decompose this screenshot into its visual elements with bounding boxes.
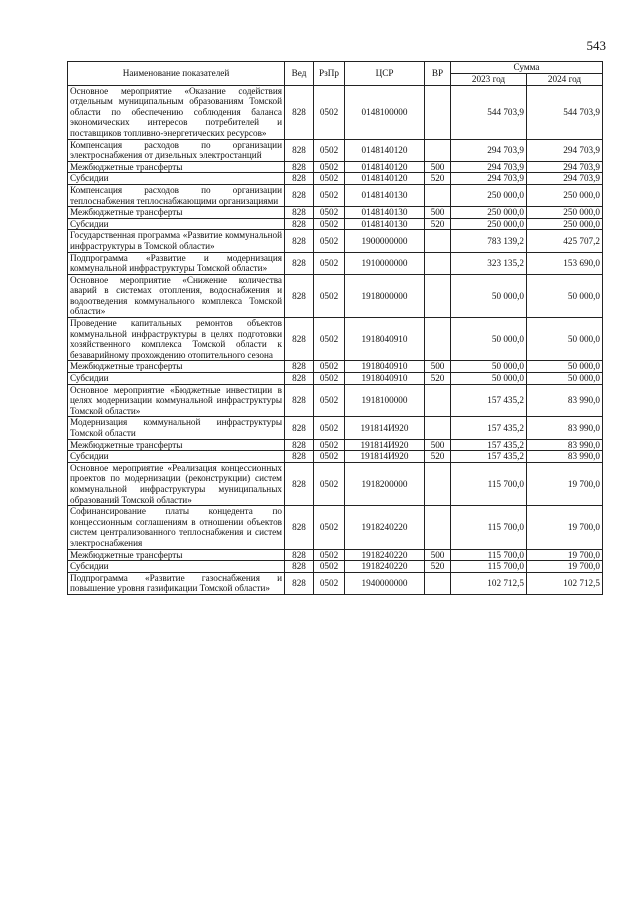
header-2024: 2024 год — [527, 73, 603, 85]
row-rzpr-cell: 0502 — [314, 161, 345, 173]
row-2023-cell: 157 435,2 — [451, 384, 527, 417]
row-rzpr-cell: 0502 — [314, 572, 345, 594]
row-rzpr-cell: 0502 — [314, 274, 345, 317]
table-row — [68, 572, 603, 594]
row-name-cell: Софинансирование платы концедента по концессионным соглашениям в отношении объектов систем централизованного теплоснабжения и систем электроснабжения — [68, 506, 285, 549]
row-ved-cell: 828 — [285, 384, 314, 417]
row-csr-cell: 1918240220 — [345, 506, 425, 549]
row-vr-cell: 520 — [425, 173, 451, 185]
row-rzpr-cell: 0502 — [314, 462, 345, 505]
row-2024-cell: 83 990,0 — [527, 439, 603, 451]
table-row — [68, 506, 603, 549]
row-rzpr-cell: 0502 — [314, 451, 345, 463]
row-name-cell: Основное мероприятие «Реализация концессионных проектов по модернизации (реконструкции) систем коммунальной инфраструктуры муниципальных образований Томской области» — [68, 462, 285, 505]
header-ved: Вед — [285, 62, 314, 86]
row-vr-cell — [425, 417, 451, 439]
row-ved-cell: 828 — [285, 218, 314, 230]
row-2024-cell: 19 700,0 — [527, 506, 603, 549]
row-2023-cell: 294 703,9 — [451, 139, 527, 161]
row-csr-cell: 0148140120 — [345, 139, 425, 161]
table-row — [68, 252, 603, 274]
row-rzpr-cell: 0502 — [314, 207, 345, 219]
row-2024-cell: 19 700,0 — [527, 549, 603, 561]
row-vr-cell — [425, 274, 451, 317]
table-body — [68, 85, 603, 594]
row-2024-cell: 294 703,9 — [527, 139, 603, 161]
row-2023-cell: 115 700,0 — [451, 462, 527, 505]
row-ved-cell: 828 — [285, 230, 314, 252]
table-row — [68, 361, 603, 373]
row-ved-cell: 828 — [285, 506, 314, 549]
table-row — [68, 184, 603, 206]
row-ved-cell: 828 — [285, 274, 314, 317]
row-csr-cell: 0148140130 — [345, 184, 425, 206]
row-2023-cell: 115 700,0 — [451, 506, 527, 549]
header-2023: 2023 год — [451, 73, 527, 85]
row-2024-cell: 250 000,0 — [527, 207, 603, 219]
row-csr-cell: 1918240220 — [345, 561, 425, 573]
row-ved-cell: 828 — [285, 318, 314, 361]
row-vr-cell — [425, 139, 451, 161]
row-rzpr-cell: 0502 — [314, 439, 345, 451]
table-row — [68, 161, 603, 173]
row-name-cell: Компенсация расходов по организации электроснабжения от дизельных электростанций — [68, 139, 285, 161]
row-name-cell: Межбюджетные трансферты — [68, 549, 285, 561]
row-name-cell: Модернизация коммунальной инфраструктуры Томской области — [68, 417, 285, 439]
row-ved-cell: 828 — [285, 451, 314, 463]
row-csr-cell: 0148140130 — [345, 207, 425, 219]
row-name-cell: Компенсация расходов по организации теплоснабжения теплоснабжающими организациями — [68, 184, 285, 206]
row-2024-cell: 19 700,0 — [527, 561, 603, 573]
header-row — [68, 62, 603, 74]
row-rzpr-cell: 0502 — [314, 184, 345, 206]
row-vr-cell — [425, 252, 451, 274]
table-row — [68, 451, 603, 463]
row-name-cell: Межбюджетные трансферты — [68, 361, 285, 373]
row-rzpr-cell: 0502 — [314, 506, 345, 549]
row-2023-cell: 115 700,0 — [451, 549, 527, 561]
row-csr-cell: 191814И920 — [345, 417, 425, 439]
row-2024-cell: 294 703,9 — [527, 173, 603, 185]
row-name-cell: Подпрограмма «Развитие газоснабжения и повышение уровня газификации Томской области» — [68, 572, 285, 594]
row-vr-cell: 500 — [425, 439, 451, 451]
row-rzpr-cell: 0502 — [314, 230, 345, 252]
row-csr-cell: 1918040910 — [345, 373, 425, 385]
row-vr-cell — [425, 384, 451, 417]
row-csr-cell: 0148140120 — [345, 161, 425, 173]
table-row — [68, 462, 603, 505]
row-rzpr-cell: 0502 — [314, 561, 345, 573]
row-name-cell: Субсидии — [68, 373, 285, 385]
page-number: 543 — [586, 38, 606, 53]
row-2024-cell: 153 690,0 — [527, 252, 603, 274]
row-rzpr-cell: 0502 — [314, 318, 345, 361]
row-vr-cell — [425, 572, 451, 594]
table-row — [68, 373, 603, 385]
row-ved-cell: 828 — [285, 373, 314, 385]
row-vr-cell — [425, 230, 451, 252]
row-2023-cell: 294 703,9 — [451, 161, 527, 173]
table-row — [68, 417, 603, 439]
row-csr-cell: 191814И920 — [345, 439, 425, 451]
row-2023-cell: 50 000,0 — [451, 361, 527, 373]
row-rzpr-cell: 0502 — [314, 173, 345, 185]
row-rzpr-cell: 0502 — [314, 373, 345, 385]
row-ved-cell: 828 — [285, 207, 314, 219]
row-rzpr-cell: 0502 — [314, 361, 345, 373]
row-csr-cell: 1918240220 — [345, 549, 425, 561]
row-2024-cell: 102 712,5 — [527, 572, 603, 594]
row-vr-cell: 500 — [425, 207, 451, 219]
budget-table — [67, 61, 603, 595]
header-csr: ЦСР — [345, 62, 425, 86]
row-vr-cell: 520 — [425, 218, 451, 230]
row-2023-cell: 157 435,2 — [451, 451, 527, 463]
row-2023-cell: 102 712,5 — [451, 572, 527, 594]
table-row — [68, 384, 603, 417]
row-name-cell: Межбюджетные трансферты — [68, 161, 285, 173]
row-name-cell: Субсидии — [68, 561, 285, 573]
row-2024-cell: 50 000,0 — [527, 274, 603, 317]
row-name-cell: Межбюджетные трансферты — [68, 439, 285, 451]
row-ved-cell: 828 — [285, 549, 314, 561]
row-csr-cell: 0148140130 — [345, 218, 425, 230]
table-row — [68, 85, 603, 139]
row-2024-cell: 50 000,0 — [527, 373, 603, 385]
row-ved-cell: 828 — [285, 85, 314, 139]
row-2024-cell: 50 000,0 — [527, 318, 603, 361]
row-name-cell: Основное мероприятие «Снижение количества аварий в системах отопления, водоснабжения и водоотведения коммунального комплекса Томской области» — [68, 274, 285, 317]
header-vr: ВР — [425, 62, 451, 86]
row-2024-cell: 425 707,2 — [527, 230, 603, 252]
table-row — [68, 549, 603, 561]
row-vr-cell: 500 — [425, 361, 451, 373]
row-2023-cell: 50 000,0 — [451, 274, 527, 317]
row-2024-cell: 544 703,9 — [527, 85, 603, 139]
row-csr-cell: 1918040910 — [345, 361, 425, 373]
row-vr-cell — [425, 184, 451, 206]
row-ved-cell: 828 — [285, 561, 314, 573]
row-csr-cell: 1900000000 — [345, 230, 425, 252]
table-row — [68, 207, 603, 219]
table-row — [68, 318, 603, 361]
row-2024-cell: 83 990,0 — [527, 417, 603, 439]
row-2024-cell: 19 700,0 — [527, 462, 603, 505]
row-2023-cell: 50 000,0 — [451, 373, 527, 385]
row-2024-cell: 250 000,0 — [527, 218, 603, 230]
row-2023-cell: 157 435,2 — [451, 439, 527, 451]
row-csr-cell: 0148100000 — [345, 85, 425, 139]
row-2023-cell: 783 139,2 — [451, 230, 527, 252]
row-csr-cell: 0148140120 — [345, 173, 425, 185]
row-vr-cell — [425, 506, 451, 549]
table-row — [68, 274, 603, 317]
row-2023-cell: 157 435,2 — [451, 417, 527, 439]
row-csr-cell: 191814И920 — [345, 451, 425, 463]
row-2023-cell: 250 000,0 — [451, 184, 527, 206]
row-csr-cell: 1918000000 — [345, 274, 425, 317]
row-2024-cell: 250 000,0 — [527, 184, 603, 206]
row-ved-cell: 828 — [285, 139, 314, 161]
row-csr-cell: 1910000000 — [345, 252, 425, 274]
row-ved-cell: 828 — [285, 252, 314, 274]
row-name-cell: Субсидии — [68, 173, 285, 185]
row-ved-cell: 828 — [285, 173, 314, 185]
row-2023-cell: 50 000,0 — [451, 318, 527, 361]
row-ved-cell: 828 — [285, 184, 314, 206]
row-2023-cell: 250 000,0 — [451, 207, 527, 219]
row-vr-cell — [425, 462, 451, 505]
row-ved-cell: 828 — [285, 572, 314, 594]
header-rzpr: РзПр — [314, 62, 345, 86]
row-vr-cell — [425, 85, 451, 139]
row-ved-cell: 828 — [285, 462, 314, 505]
row-rzpr-cell: 0502 — [314, 218, 345, 230]
row-2024-cell: 294 703,9 — [527, 161, 603, 173]
row-name-cell: Межбюджетные трансферты — [68, 207, 285, 219]
row-name-cell: Основное мероприятие «Бюджетные инвестиции в целях модернизации коммунальной инфраструктуры Томской области» — [68, 384, 285, 417]
row-csr-cell: 1940000000 — [345, 572, 425, 594]
row-vr-cell: 520 — [425, 373, 451, 385]
row-name-cell: Субсидии — [68, 451, 285, 463]
row-ved-cell: 828 — [285, 161, 314, 173]
row-csr-cell: 1918200000 — [345, 462, 425, 505]
row-name-cell: Проведение капитальных ремонтов объектов коммунальной инфраструктуры в целях подготовки хозяйственного комплекса Томской области к безаварийному прохождению отопительного сезона — [68, 318, 285, 361]
row-2024-cell: 50 000,0 — [527, 361, 603, 373]
row-ved-cell: 828 — [285, 439, 314, 451]
row-vr-cell: 520 — [425, 451, 451, 463]
row-2023-cell: 294 703,9 — [451, 173, 527, 185]
row-ved-cell: 828 — [285, 417, 314, 439]
row-vr-cell — [425, 318, 451, 361]
row-rzpr-cell: 0502 — [314, 85, 345, 139]
row-2024-cell: 83 990,0 — [527, 384, 603, 417]
table-row — [68, 230, 603, 252]
row-name-cell: Основное мероприятие «Оказание содействия отдельным муниципальным образованиям Томской области по обеспечению соблюдения баланса экономических интересов потребителей и поставщиков топливно-энергетических ресурсов» — [68, 85, 285, 139]
row-2024-cell: 83 990,0 — [527, 451, 603, 463]
row-csr-cell: 1918040910 — [345, 318, 425, 361]
row-rzpr-cell: 0502 — [314, 549, 345, 561]
row-2023-cell: 544 703,9 — [451, 85, 527, 139]
row-rzpr-cell: 0502 — [314, 384, 345, 417]
row-name-cell: Субсидии — [68, 218, 285, 230]
header-name: Наименование показателей — [68, 62, 285, 86]
table-row — [68, 173, 603, 185]
row-csr-cell: 1918100000 — [345, 384, 425, 417]
row-vr-cell: 500 — [425, 161, 451, 173]
table-row — [68, 439, 603, 451]
row-rzpr-cell: 0502 — [314, 417, 345, 439]
row-name-cell: Подпрограмма «Развитие и модернизация коммунальной инфраструктуры Томской области» — [68, 252, 285, 274]
row-vr-cell: 520 — [425, 561, 451, 573]
row-vr-cell: 500 — [425, 549, 451, 561]
table-row — [68, 561, 603, 573]
row-2023-cell: 250 000,0 — [451, 218, 527, 230]
row-rzpr-cell: 0502 — [314, 252, 345, 274]
table-row — [68, 139, 603, 161]
row-2023-cell: 115 700,0 — [451, 561, 527, 573]
header-sum: Сумма — [451, 62, 603, 74]
row-ved-cell: 828 — [285, 361, 314, 373]
table-row — [68, 218, 603, 230]
row-2023-cell: 323 135,2 — [451, 252, 527, 274]
row-name-cell: Государственная программа «Развитие коммунальной инфраструктуры в Томской области» — [68, 230, 285, 252]
row-rzpr-cell: 0502 — [314, 139, 345, 161]
